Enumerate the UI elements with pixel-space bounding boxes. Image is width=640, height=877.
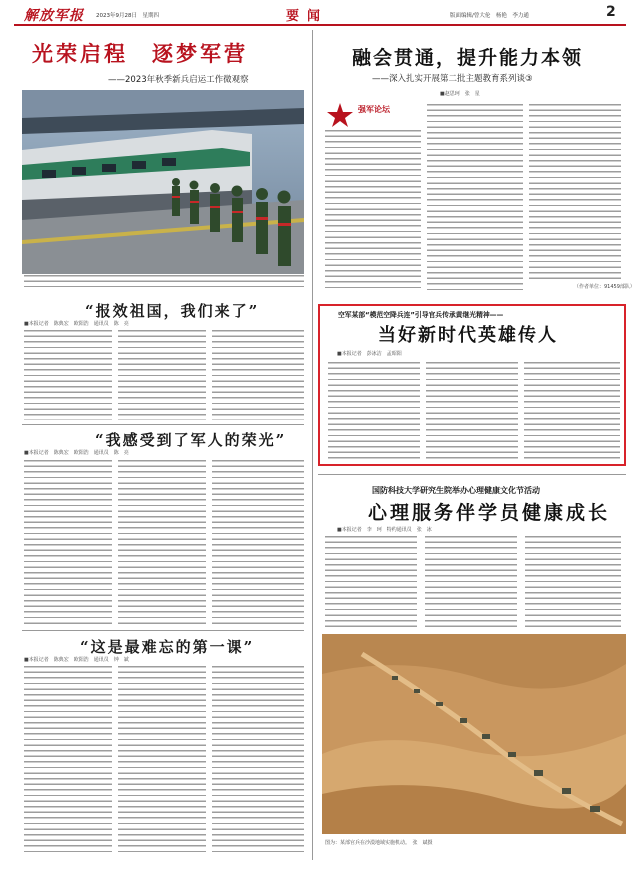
psych-kicker: 国防科技大学研究生院举办心理健康文化节活动 (372, 486, 540, 495)
featured-kicker: 空军某部“模范空降兵连”引导官兵传承黄继光精神—— (338, 311, 504, 319)
story2-column-2 (118, 460, 206, 626)
train-photo-illustration (22, 90, 304, 274)
featured-column-1 (328, 362, 420, 460)
story3-column-2 (118, 666, 206, 856)
psych-byline: ■本报记者 李 珂 特约通讯员 张 冰 (337, 527, 432, 533)
section-title: 要闻 (286, 9, 329, 24)
commentary-author: ■赵思珂 张 星 (440, 91, 480, 97)
desert-convoy-photo (322, 634, 626, 834)
train-photo (22, 90, 304, 274)
lead-headline: 光荣启程 逐梦军营 (32, 41, 248, 66)
story2-column-3 (212, 460, 304, 626)
desert-photo-illustration (322, 634, 626, 834)
issue-date: 2023年9月28日 星期四 (96, 13, 159, 19)
story1-column-2 (118, 330, 206, 420)
commentary-column-2 (427, 104, 523, 290)
lead-subheadline: ——2023年秋季新兵启运工作微观察 (108, 75, 249, 85)
divider (22, 630, 304, 631)
psych-column-1 (325, 536, 417, 628)
story3-headline: “这是最难忘的第一课” (80, 638, 255, 656)
photo-caption-text (24, 275, 304, 287)
page-editors: 版面编辑/曾大伦 杨艳 李力通 (450, 13, 529, 19)
story2-column-1 (24, 460, 112, 626)
psych-headline: 心理服务伴学员健康成长 (368, 502, 611, 524)
commentary-signoff: （作者单位：91459部队） (574, 284, 635, 290)
featured-byline: ■本报记者 彭冰洁 孟昭阳 (337, 351, 402, 357)
story1-byline: ■本报记者 陈典宏 欧阳浩 通讯员 陈 亮 (24, 321, 129, 327)
page-number: 2 (606, 4, 616, 20)
commentary-subheadline: ——深入扎实开展第二批主题教育系列谈③ (372, 74, 533, 84)
commentary-column-3 (529, 104, 621, 280)
commentary-headline: 融会贯通，提升能力本领 (352, 47, 584, 69)
story2-byline: ■本报记者 陈典宏 欧阳浩 通讯员 陈 亮 (24, 450, 129, 456)
story3-column-3 (212, 666, 304, 856)
divider (22, 424, 304, 425)
story1-column-1 (24, 330, 112, 420)
psych-column-3 (525, 536, 621, 628)
story3-column-1 (24, 666, 112, 856)
story2-headline: “我感受到了军人的荣光” (95, 431, 287, 449)
featured-headline: 当好新时代英雄传人 (378, 325, 558, 346)
forum-label: 强军论坛 (358, 105, 390, 114)
commentary-column-1 (325, 130, 421, 290)
psych-column-2 (425, 536, 517, 628)
desert-photo-caption: 图为：某部官兵在沙漠地域实施机动。 张 斌摄 (325, 840, 433, 846)
newspaper-logo: 解放军报 (24, 8, 84, 24)
masthead (14, 5, 626, 23)
divider (318, 474, 626, 475)
story1-headline: “报效祖国，我们来了” (85, 302, 260, 320)
featured-column-2 (426, 362, 518, 460)
forum-emblem-icon (325, 102, 355, 128)
story3-byline: ■本报记者 陈典宏 欧阳浩 通讯员 钟 斌 (24, 657, 129, 663)
story1-column-3 (212, 330, 304, 420)
featured-column-3 (524, 362, 620, 460)
column-separator (312, 30, 313, 860)
masthead-rule (14, 24, 626, 26)
